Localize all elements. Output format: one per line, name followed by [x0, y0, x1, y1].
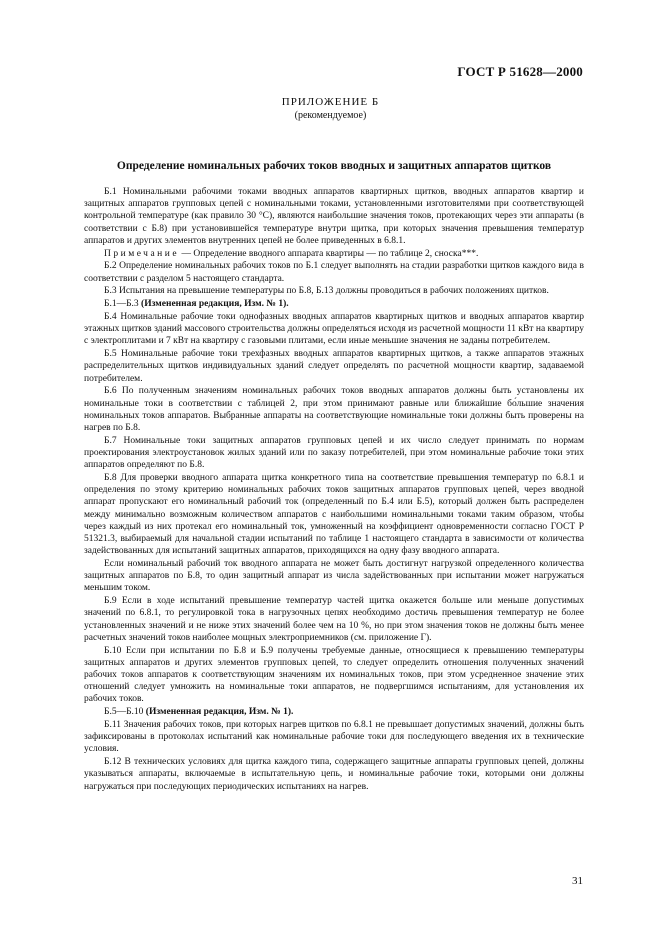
paragraph-b4: Б.4 Номинальные рабочие токи однофазных вводных аппаратов квартирных щитков и вводных аппаратов квартир этажных щитков зданий массового строительства должны определяться исходя из расчетной мощности 11 кВт на квартиру с электроплитами и 7 кВт на квартиру с газовыми плитами, если иные меньшие значения не заданы потребителем.	[84, 312, 584, 347]
paragraph-b12: Б.12 В технических условиях для щитка каждого типа, содержащего защитные аппараты групповых цепей, должны указываться аппараты, включаемые в испытательную цепь, и номинальные рабочие токи, которыми они должны нагружаться при последующих периодических испытаниях на нагрев.	[84, 757, 584, 792]
paragraph-b10: Б.10 Если при испытании по Б.8 и Б.9 получены требуемые данные, относящиеся к превышению температуры защитных аппаратов и других элементов групповых цепей, то следует определить отношения полученных значений рабочих токов аппаратов к соответствующим значениям их номинальных токов, при этом усредненное значение этих отношений следует умножить на номинальные токи аппаратов, не подвергшимся испытаниям, для установления их рабочих токов.	[84, 645, 584, 705]
note	[84, 248, 584, 260]
change-note-b5-b10	[84, 706, 584, 718]
section-title: Определение номинальных рабочих токов вводных и защитных аппаратов щитков	[116, 160, 552, 172]
paragraph-b7: Б.7 Номинальные токи защитных аппаратов групповых цепей и их число следует принимать по нормам проектирования электроустановок жилых зданий или по заказу потребителей, при этом номинальные рабочие токи этих аппаратов определяют по Б.8.	[84, 435, 584, 471]
paragraph-b2: Б.2 Определение номинальных рабочих токов по Б.1 следует выполнять на стадии разработки щитков каждого вида в соответствии с разделом 5 настоящего стандарта.	[84, 261, 584, 284]
change-prefix: Б.1—Б.3	[104, 299, 139, 310]
standard-number: ГОСТ Р 51628—2000	[457, 64, 583, 79]
paragraph-b6: Б.6 По полученным значениям номинальных рабочих токов вводных аппаратов должны быть установлены их номинальные токи в соответствии с таблицей 2, при этом принимают равные или ближайшие бо́льшие значения номинальных токов аппаратов. Выбранные аппараты на соответствующие номинальные токи должны быть проверены на нагрев по Б.8.	[84, 386, 584, 434]
change-text: (Измененная редакция, Изм. № 1).	[145, 707, 294, 718]
paragraph-b3: Б.3 Испытания на превышение температуры по Б.8, Б.13 должны проводиться в рабочих положениях щитков.	[104, 286, 549, 297]
document-body	[84, 186, 584, 793]
paragraph-b8: Б.8 Для проверки вводного аппарата щитка конкретного типа на соответствие превышения температур по 6.8.1 и определения по этому критерию номинальных рабочих токов защитных аппаратов групповых цепей, через вводной аппарат пропускают его номинальный рабочий ток (определенный по Б.4 или Б.5), который должен быть распределен между минимально возможным количеством аппаратов с наибольшими номинальными токами таким образом, чтобы через каждый из них протекал его номинальный ток, умноженный на коэффициент одновременности согласно ГОСТ Р 51321.3, выбираемый для начальной стадии испытаний по таблице 1 настоящего стандарта в зависимости от количества задействованных для испытаний защитных аппаратов, приходящихся на одну фазу вводного аппарата.	[84, 473, 584, 557]
paragraph-b5: Б.5 Номинальные рабочие токи трехфазных вводных аппаратов квартирных щитков, а также аппаратов этажных распределительных щитков индивидуальных зданий следует определять по расчетной мощности квартир, задаваемой потребителем.	[84, 349, 584, 384]
note-text: — Определение вводного аппарата квартиры — по таблице 2, сноска***.	[181, 248, 479, 259]
paragraph-b11: Б.11 Значения рабочих токов, при которых нагрев щитков по 6.8.1 не превышает допустимых значений, должны быть зафиксированы в протоколах испытаний как номинальные рабочие токи для последующего введения их в технические условия.	[84, 720, 584, 755]
paragraph-b8-continued: Если номинальный рабочий ток вводного аппарата не может быть достигнут нагрузкой определенного количества защитных аппаратов по Б.8, то один защитный аппарат из числа задействованных при испытании может нагружаться меньшим током.	[84, 559, 584, 594]
appendix-title: ПРИЛОЖЕНИЕ Б	[281, 96, 380, 108]
change-prefix: Б.5—Б.10	[104, 707, 144, 718]
paragraph-b9: Б.9 Если в ходе испытаний превышение температур частей щитка окажется больше или меньше допустимых значений по 6.8.1, то регулировкой тока в нагрузочных цепях необходимо достичь превышения температур не более установленных значений и не ниже этих значений более чем на 10 %, но при этом значения токов не должны быть менее расчетных значений токов наиболее мощных электроприемников (см. приложение Г).	[84, 596, 584, 643]
paragraph-b1: Б.1 Номинальными рабочими токами вводных аппаратов квартирных щитков, вводных аппаратов квартир и защитных аппаратов групповых цепей с номинальными токами, установленными изготовителями при соответствующей контрольной температуре (как правило 30 °С), являются наибольшие значения токов, протекающих через эти аппараты (в соответствии с Б.8) при установившейся температуре внутри щитка, при которых значения превышения температур аппаратов и других элементов внутренних цепей не более приведенных в 6.8.1.	[84, 187, 584, 246]
change-note-b1-b3	[84, 298, 584, 310]
appendix-subtitle: (рекомендуемое)	[294, 110, 367, 121]
page-number: 31	[572, 875, 583, 887]
note-label: Примечание	[104, 248, 180, 259]
change-text: (Измененная редакция, Изм. № 1).	[141, 299, 289, 310]
